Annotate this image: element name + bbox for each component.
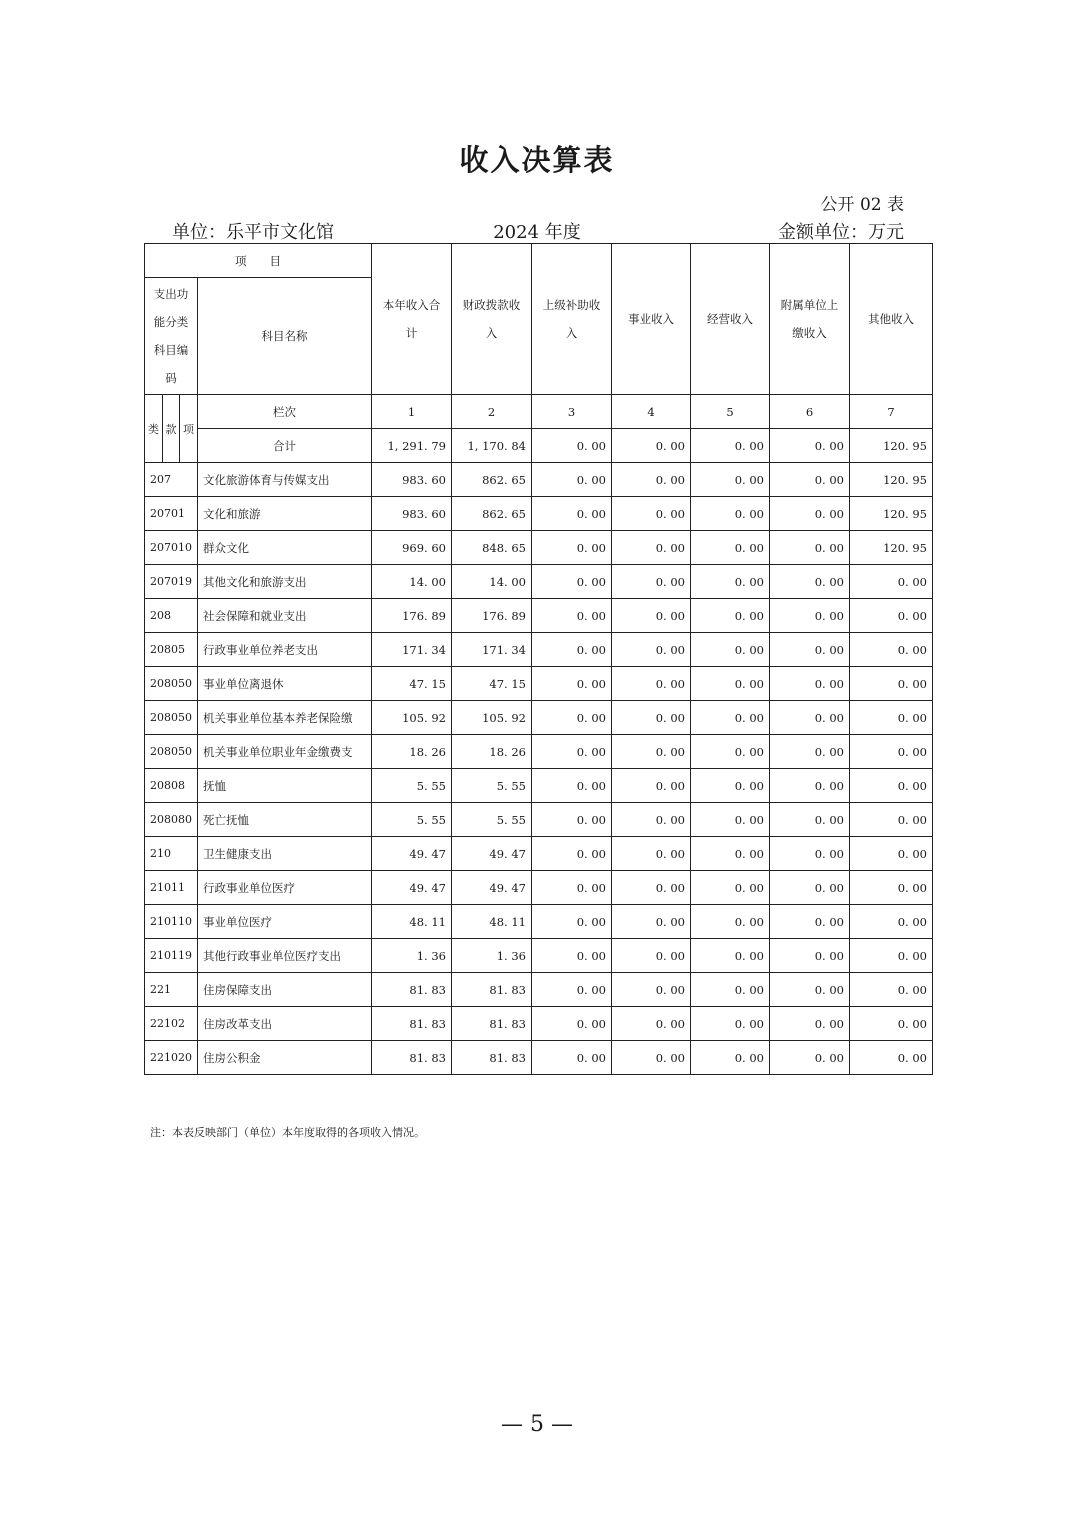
code-header-line: 码 xyxy=(165,371,177,385)
row-value-3: 0. 00 xyxy=(532,735,612,769)
row-value-6: 0. 00 xyxy=(770,497,850,531)
total-value-4: 0. 00 xyxy=(612,429,691,463)
row-value-1: 81. 83 xyxy=(372,1041,452,1075)
row-value-1: 983. 60 xyxy=(372,497,452,531)
col-header-line: 上级补助收 xyxy=(542,298,601,312)
total-value-3: 0. 00 xyxy=(532,429,612,463)
row-value-3: 0. 00 xyxy=(532,973,612,1007)
row-name: 住房改革支出 xyxy=(198,1007,372,1041)
row-value-1: 48. 11 xyxy=(372,905,452,939)
row-value-3: 0. 00 xyxy=(532,1007,612,1041)
row-value-3: 0. 00 xyxy=(532,939,612,973)
row-value-4: 0. 00 xyxy=(612,531,691,565)
row-code: 207010 xyxy=(145,531,198,565)
code-header-line: 科目编 xyxy=(153,343,189,357)
row-value-1: 1. 36 xyxy=(372,939,452,973)
row-value-5: 0. 00 xyxy=(691,735,770,769)
lanci-4: 4 xyxy=(612,395,691,429)
row-value-7: 0. 00 xyxy=(850,667,933,701)
col-header-line: 入 xyxy=(565,326,578,340)
row-value-5: 0. 00 xyxy=(691,565,770,599)
row-value-2: 105. 92 xyxy=(452,701,532,735)
row-value-4: 0. 00 xyxy=(612,565,691,599)
row-value-1: 47. 15 xyxy=(372,667,452,701)
table-row xyxy=(145,803,933,837)
table-row xyxy=(145,633,933,667)
total-label: 合计 xyxy=(198,429,372,463)
row-value-5: 0. 00 xyxy=(691,1007,770,1041)
row-value-6: 0. 00 xyxy=(770,939,850,973)
row-value-2: 171. 34 xyxy=(452,633,532,667)
row-value-7: 120. 95 xyxy=(850,531,933,565)
row-value-4: 0. 00 xyxy=(612,463,691,497)
row-value-7: 0. 00 xyxy=(850,1007,933,1041)
row-value-6: 0. 00 xyxy=(770,871,850,905)
row-code: 210 xyxy=(145,837,198,871)
row-value-6: 0. 00 xyxy=(770,803,850,837)
lanci-label: 栏次 xyxy=(198,395,372,429)
table-row xyxy=(145,497,933,531)
table-row xyxy=(145,973,933,1007)
row-name: 住房保障支出 xyxy=(198,973,372,1007)
lanci-6: 6 xyxy=(770,395,850,429)
row-value-5: 0. 00 xyxy=(691,769,770,803)
row-value-6: 0. 00 xyxy=(770,599,850,633)
money-unit-label: 金额单位：万元 xyxy=(778,222,904,243)
table-row xyxy=(145,1007,933,1041)
row-value-6: 0. 00 xyxy=(770,769,850,803)
row-value-2: 49. 47 xyxy=(452,871,532,905)
row-value-1: 14. 00 xyxy=(372,565,452,599)
row-name: 行政事业单位医疗 xyxy=(198,871,372,905)
row-code: 208050 xyxy=(145,701,198,735)
col-header-line: 财政拨款收 xyxy=(462,298,521,312)
row-value-2: 81. 83 xyxy=(452,1041,532,1075)
row-name: 文化旅游体育与传媒支出 xyxy=(198,463,372,497)
row-value-2: 5. 55 xyxy=(452,803,532,837)
row-value-5: 0. 00 xyxy=(691,871,770,905)
row-value-3: 0. 00 xyxy=(532,463,612,497)
table-row xyxy=(145,1041,933,1075)
row-value-7: 0. 00 xyxy=(850,565,933,599)
row-code: 20808 xyxy=(145,769,198,803)
table-row xyxy=(145,735,933,769)
row-value-7: 0. 00 xyxy=(850,599,933,633)
row-value-5: 0. 00 xyxy=(691,905,770,939)
col-header-6 xyxy=(770,244,850,395)
sub-header-xiang: 项 xyxy=(180,395,198,463)
row-value-2: 5. 55 xyxy=(452,769,532,803)
table-row xyxy=(145,871,933,905)
row-value-3: 0. 00 xyxy=(532,565,612,599)
row-code: 20701 xyxy=(145,497,198,531)
row-value-7: 120. 95 xyxy=(850,463,933,497)
table-row xyxy=(145,939,933,973)
row-value-4: 0. 00 xyxy=(612,1041,691,1075)
row-value-7: 0. 00 xyxy=(850,769,933,803)
sub-header-kuan: 款 xyxy=(163,395,180,463)
row-code: 210119 xyxy=(145,939,198,973)
row-name: 文化和旅游 xyxy=(198,497,372,531)
col-header-line: 缴收入 xyxy=(792,326,827,340)
row-value-2: 47. 15 xyxy=(452,667,532,701)
row-name: 其他文化和旅游支出 xyxy=(198,565,372,599)
row-name: 社会保障和就业支出 xyxy=(198,599,372,633)
row-value-4: 0. 00 xyxy=(612,599,691,633)
row-value-4: 0. 00 xyxy=(612,973,691,1007)
row-name: 行政事业单位养老支出 xyxy=(198,633,372,667)
row-value-3: 0. 00 xyxy=(532,803,612,837)
row-value-7: 0. 00 xyxy=(850,871,933,905)
row-value-1: 81. 83 xyxy=(372,973,452,1007)
document-title: 收入决算表 xyxy=(459,143,615,177)
row-value-3: 0. 00 xyxy=(532,531,612,565)
row-value-5: 0. 00 xyxy=(691,531,770,565)
row-value-7: 0. 00 xyxy=(850,633,933,667)
row-value-2: 1. 36 xyxy=(452,939,532,973)
total-value-6: 0. 00 xyxy=(770,429,850,463)
row-name: 机关事业单位基本养老保险缴 xyxy=(198,701,372,735)
row-value-5: 0. 00 xyxy=(691,701,770,735)
lanci-1: 1 xyxy=(372,395,452,429)
row-name: 住房公积金 xyxy=(198,1041,372,1075)
row-code: 221020 xyxy=(145,1041,198,1075)
row-code: 210110 xyxy=(145,905,198,939)
row-value-3: 0. 00 xyxy=(532,871,612,905)
row-value-1: 176. 89 xyxy=(372,599,452,633)
col-header-line: 附属单位上 xyxy=(780,298,839,312)
row-code: 207019 xyxy=(145,565,198,599)
row-value-4: 0. 00 xyxy=(612,939,691,973)
row-value-6: 0. 00 xyxy=(770,1007,850,1041)
row-value-1: 5. 55 xyxy=(372,803,452,837)
row-value-4: 0. 00 xyxy=(612,667,691,701)
row-value-4: 0. 00 xyxy=(612,701,691,735)
row-value-3: 0. 00 xyxy=(532,633,612,667)
row-value-6: 0. 00 xyxy=(770,701,850,735)
row-value-1: 49. 47 xyxy=(372,837,452,871)
row-name: 其他行政事业单位医疗支出 xyxy=(198,939,372,973)
row-value-6: 0. 00 xyxy=(770,837,850,871)
row-value-2: 848. 65 xyxy=(452,531,532,565)
row-name: 卫生健康支出 xyxy=(198,837,372,871)
row-value-5: 0. 00 xyxy=(691,463,770,497)
row-value-2: 862. 65 xyxy=(452,497,532,531)
row-value-1: 5. 55 xyxy=(372,769,452,803)
row-value-2: 14. 00 xyxy=(452,565,532,599)
row-value-4: 0. 00 xyxy=(612,735,691,769)
row-value-5: 0. 00 xyxy=(691,837,770,871)
col-header-line: 其他收入 xyxy=(868,312,914,326)
table-row xyxy=(145,667,933,701)
lanci-2: 2 xyxy=(452,395,532,429)
row-value-1: 18. 26 xyxy=(372,735,452,769)
code-header-line: 支出功 xyxy=(153,287,189,301)
col-header-line: 入 xyxy=(485,326,498,340)
row-name: 事业单位医疗 xyxy=(198,905,372,939)
row-code: 20805 xyxy=(145,633,198,667)
total-value-1: 1, 291. 79 xyxy=(372,429,452,463)
row-value-4: 0. 00 xyxy=(612,769,691,803)
row-value-4: 0. 00 xyxy=(612,803,691,837)
col-header-7 xyxy=(850,244,933,395)
row-value-2: 18. 26 xyxy=(452,735,532,769)
table-note: 注：本表反映部门（单位）本年度取得的各项收入情况。 xyxy=(150,1126,425,1139)
table-row xyxy=(145,565,933,599)
table-row xyxy=(145,905,933,939)
row-value-4: 0. 00 xyxy=(612,905,691,939)
row-code: 221 xyxy=(145,973,198,1007)
col-header-line: 经营收入 xyxy=(707,312,753,326)
row-value-7: 0. 00 xyxy=(850,973,933,1007)
row-value-2: 81. 83 xyxy=(452,1007,532,1041)
row-code: 208 xyxy=(145,599,198,633)
row-value-1: 105. 92 xyxy=(372,701,452,735)
row-code: 208050 xyxy=(145,735,198,769)
total-value-5: 0. 00 xyxy=(691,429,770,463)
row-value-5: 0. 00 xyxy=(691,633,770,667)
row-value-7: 0. 00 xyxy=(850,939,933,973)
row-name: 群众文化 xyxy=(198,531,372,565)
row-value-3: 0. 00 xyxy=(532,769,612,803)
row-value-1: 969. 60 xyxy=(372,531,452,565)
row-value-1: 81. 83 xyxy=(372,1007,452,1041)
row-value-3: 0. 00 xyxy=(532,497,612,531)
row-code: 208050 xyxy=(145,667,198,701)
row-value-3: 0. 00 xyxy=(532,1041,612,1075)
total-value-7: 120. 95 xyxy=(850,429,933,463)
row-value-6: 0. 00 xyxy=(770,667,850,701)
col-header-3 xyxy=(532,244,612,395)
table-row xyxy=(145,837,933,871)
row-value-4: 0. 00 xyxy=(612,871,691,905)
form-number: 公开 02 表 xyxy=(820,195,904,215)
row-value-5: 0. 00 xyxy=(691,497,770,531)
row-value-7: 0. 00 xyxy=(850,905,933,939)
row-value-1: 983. 60 xyxy=(372,463,452,497)
row-value-6: 0. 00 xyxy=(770,531,850,565)
row-value-6: 0. 00 xyxy=(770,463,850,497)
code-header-line: 能分类 xyxy=(153,315,189,329)
row-value-5: 0. 00 xyxy=(691,1041,770,1075)
row-value-1: 49. 47 xyxy=(372,871,452,905)
row-value-2: 176. 89 xyxy=(452,599,532,633)
table-row xyxy=(145,531,933,565)
code-header xyxy=(145,278,198,395)
row-code: 208080 xyxy=(145,803,198,837)
col-header-2 xyxy=(452,244,532,395)
name-header: 科目名称 xyxy=(198,278,372,395)
row-value-7: 0. 00 xyxy=(850,803,933,837)
row-value-4: 0. 00 xyxy=(612,837,691,871)
col-header-line: 计 xyxy=(405,326,418,340)
row-value-4: 0. 00 xyxy=(612,1007,691,1041)
row-value-3: 0. 00 xyxy=(532,701,612,735)
row-value-5: 0. 00 xyxy=(691,803,770,837)
fiscal-year: 2024 年度 xyxy=(493,222,581,243)
row-value-3: 0. 00 xyxy=(532,837,612,871)
row-value-5: 0. 00 xyxy=(691,667,770,701)
table-row xyxy=(145,769,933,803)
col-header-4 xyxy=(612,244,691,395)
row-value-6: 0. 00 xyxy=(770,1041,850,1075)
row-value-5: 0. 00 xyxy=(691,973,770,1007)
row-value-3: 0. 00 xyxy=(532,667,612,701)
col-header-line: 本年收入合 xyxy=(382,298,441,312)
table-row xyxy=(145,701,933,735)
unit-label: 单位：乐平市文化馆 xyxy=(172,222,334,243)
page-number: — 5 — xyxy=(501,1412,573,1437)
row-value-7: 0. 00 xyxy=(850,735,933,769)
col-header-1 xyxy=(372,244,452,395)
row-value-4: 0. 00 xyxy=(612,497,691,531)
row-value-6: 0. 00 xyxy=(770,633,850,667)
row-value-7: 0. 00 xyxy=(850,701,933,735)
row-value-2: 48. 11 xyxy=(452,905,532,939)
row-value-6: 0. 00 xyxy=(770,735,850,769)
sub-header-lei: 类 xyxy=(145,395,163,463)
row-value-3: 0. 00 xyxy=(532,905,612,939)
row-value-6: 0. 00 xyxy=(770,565,850,599)
income-table xyxy=(144,243,933,1075)
row-value-2: 49. 47 xyxy=(452,837,532,871)
row-code: 207 xyxy=(145,463,198,497)
row-name: 机关事业单位职业年金缴费支 xyxy=(198,735,372,769)
row-code: 21011 xyxy=(145,871,198,905)
row-value-7: 0. 00 xyxy=(850,837,933,871)
row-value-6: 0. 00 xyxy=(770,973,850,1007)
lanci-5: 5 xyxy=(691,395,770,429)
row-value-7: 120. 95 xyxy=(850,497,933,531)
row-value-7: 0. 00 xyxy=(850,1041,933,1075)
row-value-2: 862. 65 xyxy=(452,463,532,497)
row-name: 抚恤 xyxy=(198,769,372,803)
col-header-line: 事业收入 xyxy=(628,312,674,326)
row-value-4: 0. 00 xyxy=(612,633,691,667)
row-value-5: 0. 00 xyxy=(691,599,770,633)
row-value-6: 0. 00 xyxy=(770,905,850,939)
table-row xyxy=(145,599,933,633)
row-name: 死亡抚恤 xyxy=(198,803,372,837)
row-value-5: 0. 00 xyxy=(691,939,770,973)
lanci-3: 3 xyxy=(532,395,612,429)
row-value-2: 81. 83 xyxy=(452,973,532,1007)
total-value-2: 1, 170. 84 xyxy=(452,429,532,463)
group-header: 项 目 xyxy=(145,244,372,278)
row-value-1: 171. 34 xyxy=(372,633,452,667)
row-value-3: 0. 00 xyxy=(532,599,612,633)
table-row xyxy=(145,463,933,497)
col-header-5 xyxy=(691,244,770,395)
row-name: 事业单位离退休 xyxy=(198,667,372,701)
row-code: 22102 xyxy=(145,1007,198,1041)
lanci-7: 7 xyxy=(850,395,933,429)
